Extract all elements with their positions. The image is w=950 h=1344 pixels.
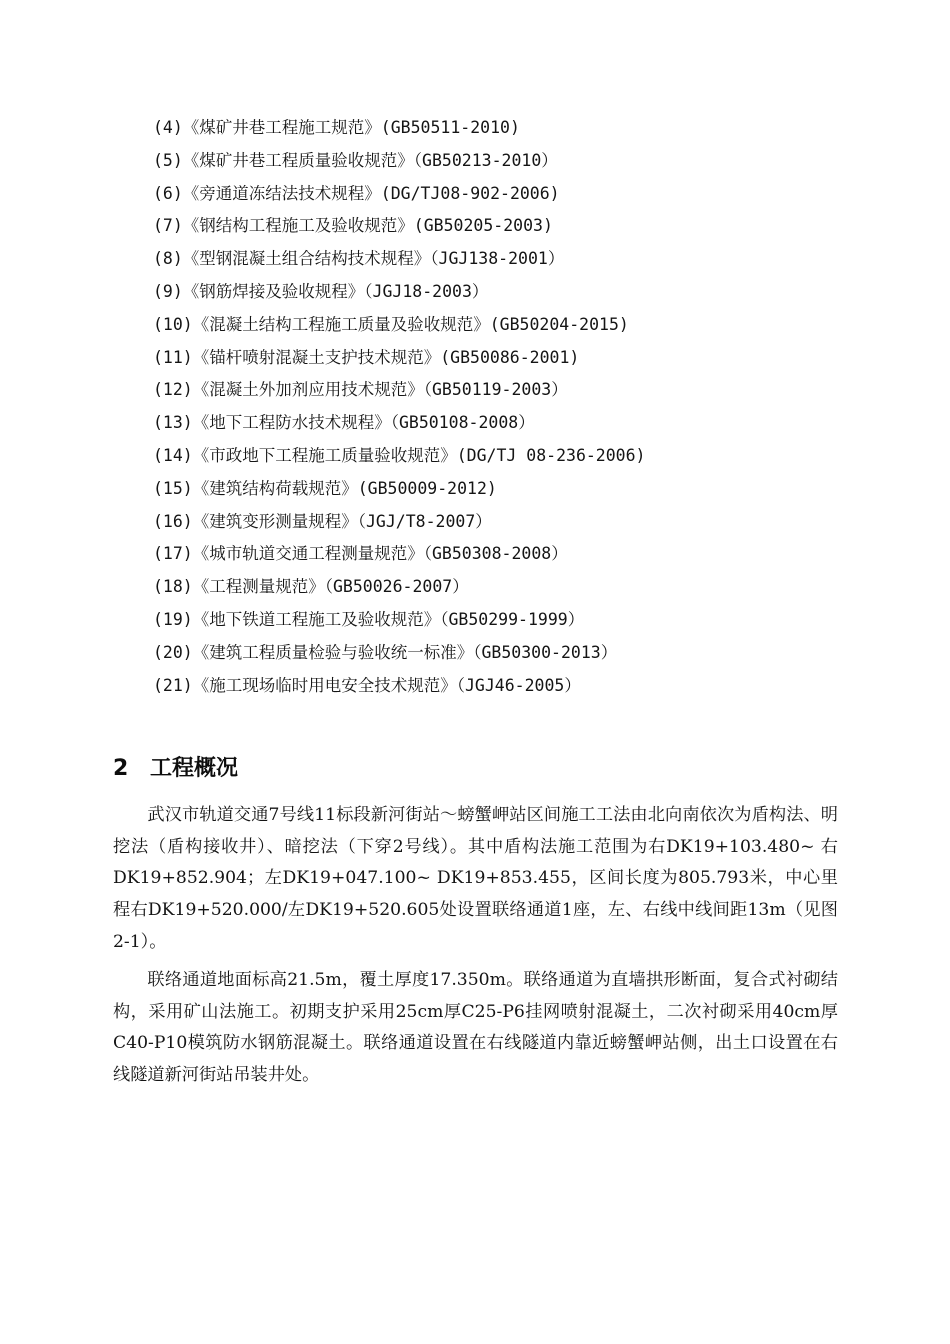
reference-list [153, 112, 873, 702]
section-number: 2 [113, 756, 129, 781]
reference-item: (11)《锚杆喷射混凝土支护技术规范》(GB50086-2001) [153, 347, 580, 367]
reference-item: (12)《混凝土外加剂应用技术规范》（GB50119-2003） [153, 380, 568, 400]
reference-item: (7)《钢结构工程施工及验收规范》(GB50205-2003) [153, 216, 553, 236]
reference-item: (4)《煤矿井巷工程施工规范》(GB50511-2010) [153, 118, 520, 137]
reference-item: (8)《型钢混凝土组合结构技术规程》（JGJ138-2001） [153, 249, 565, 269]
reference-item: (16)《建筑变形测量规程》（JGJ/T8-2007） [153, 511, 492, 531]
reference-item: (5)《煤矿井巷工程质量验收规范》（GB50213-2010） [153, 150, 558, 170]
reference-item: (9)《钢筋焊接及验收规程》（JGJ18-2003） [153, 281, 489, 301]
section-heading [113, 752, 238, 786]
reference-item: (18)《工程测量规范》（GB50026-2007） [153, 577, 469, 597]
paragraph-text: 武汉市轨道交通7号线11标段新河街站～螃蟹岬站区间施工工法由北向南依次为盾构法、明挖法（盾构接收井）、暗挖法（下穿2号线）。其中盾构法施工范围为右DK19+103.480~ 右DK19+852.904；左DK19+047.100~ DK19+853.455，区间长度为805.793米，中心里程右DK19+520.000/左DK19+520.605处设置联络通道1座，左、右线中线间距13m（见图2-1）。 [113, 805, 838, 952]
reference-item: (10)《混凝土结构工程施工质量及验收规范》(GB50204-2015) [153, 314, 629, 334]
reference-item: (6)《旁通道冻结法技术规程》(DG/TJ08-902-2006) [153, 183, 560, 203]
reference-item: (17)《城市轨道交通工程测量规范》（GB50308-2008） [153, 544, 568, 564]
body-paragraph [113, 965, 838, 1092]
reference-item: (21)《施工现场临时用电安全技术规范》（JGJ46-2005） [153, 675, 581, 695]
reference-item: (15)《建筑结构荷载规范》(GB50009-2012) [153, 478, 497, 498]
reference-item: (13)《地下工程防水技术规程》（GB50108-2008） [153, 413, 535, 433]
reference-item: (20)《建筑工程质量检验与验收统一标准》（GB50300-2013） [153, 642, 618, 662]
section-title: 工程概况 [150, 756, 239, 781]
reference-item: (19)《地下铁道工程施工及验收规范》（GB50299-1999） [153, 609, 585, 629]
paragraph-text: 联络通道地面标高21.5m，覆土厚度17.350m。联络通道为直墙拱形断面，复合式衬砌结构，采用矿山法施工。初期支护采用25cm厚C25-P6挂网喷射混凝土，二次衬砌采用40cm厚C40-P10模筑防水钢筋混凝土。联络通道设置在右线隧道内靠近螃蟹岬站侧，出土口设置在右线隧道新河街站吊装井处。 [113, 970, 838, 1086]
body-paragraph [113, 800, 838, 959]
reference-item: (14)《市政地下工程施工质量验收规范》(DG/TJ 08-236-2006) [153, 445, 646, 465]
